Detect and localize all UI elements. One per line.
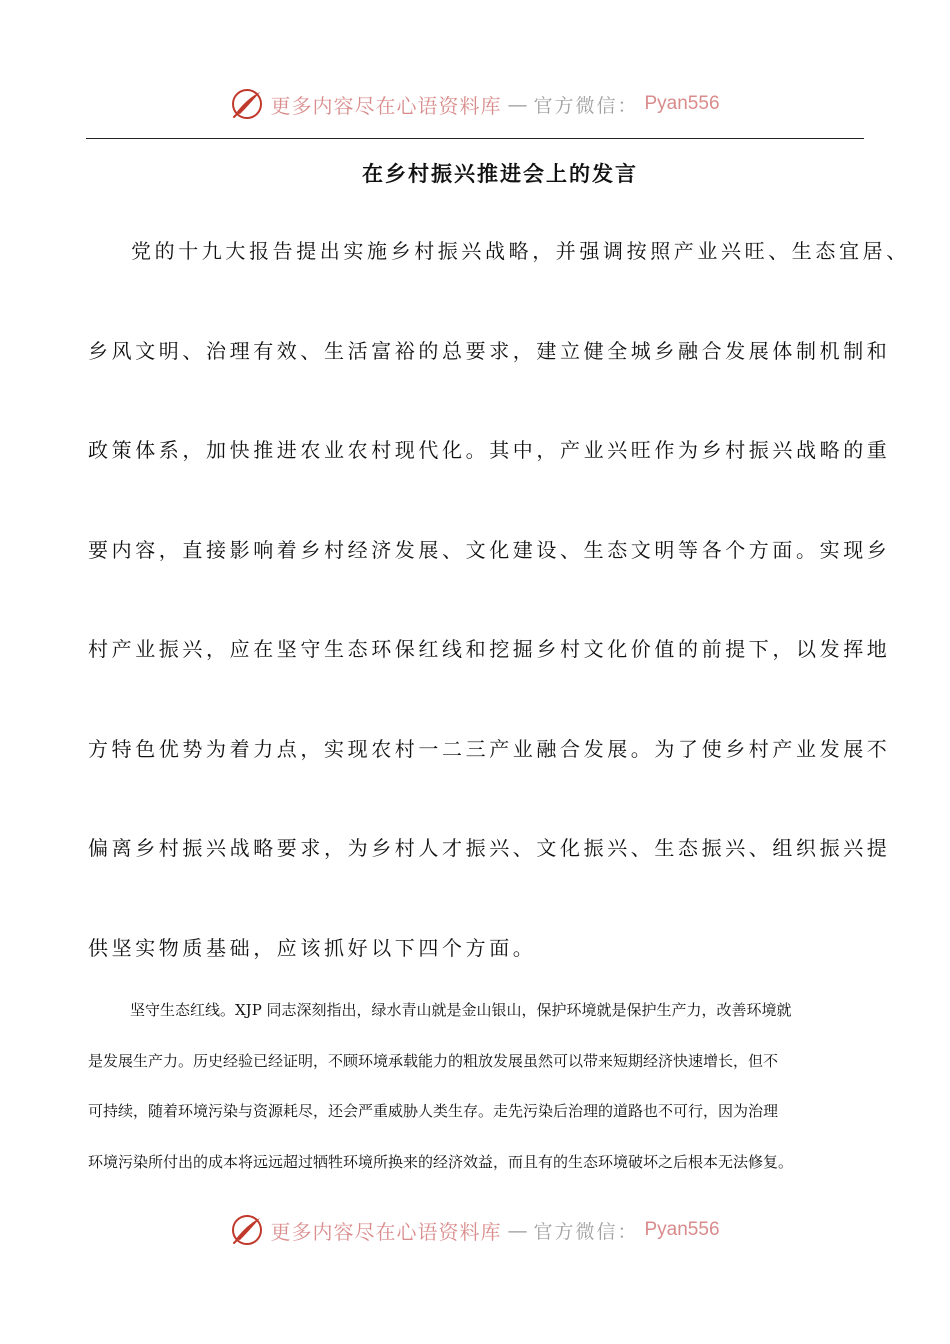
intro-line: 要内容，直接影响着乡村经济发展、文化建设、生态文明等各个方面。实现乡 bbox=[88, 537, 891, 562]
banner-main-text: 更多内容尽在心语资料库 bbox=[270, 93, 502, 118]
intro-line: 村产业振兴，应在坚守生态环保红线和挖掘乡村文化价值的前提下，以发挥地 bbox=[88, 637, 891, 661]
header-banner bbox=[0, 84, 950, 124]
intro-line: 偏离乡村振兴战略要求，为乡村人才振兴、文化振兴、生态振兴、组织振兴提 bbox=[88, 836, 891, 860]
document-title: 在乡村振兴推进会上的发言 bbox=[362, 162, 638, 186]
section-line: 可持续，随着环境污染与资源耗尽，还会严重威胁人类生存。走先污染后治理的道路也不可行，因为治理 bbox=[88, 1102, 779, 1120]
quill-logo-icon bbox=[230, 87, 264, 121]
section-paragraph bbox=[88, 995, 864, 1197]
section-line: 坚守生态红线。XJP 同志深刻指出，绿水青山就是金山银山，保护环境就是保护生产力，改善环境就 bbox=[130, 1001, 792, 1019]
intro-line: 方特色优势为着力点，实现农村一二三产业融合发展。为了使乡村产业发展不 bbox=[88, 736, 891, 761]
intro-line: 政策体系，加快推进农业农村现代化。其中，产业兴旺作为乡村振兴战略的重 bbox=[88, 438, 891, 462]
banner-dash: — bbox=[507, 92, 528, 116]
intro-line: 供坚实物质基础，应该抓好以下四个方面。 bbox=[88, 935, 537, 960]
intro-line: 党的十九大报告提出实施乡村振兴战略，并强调按照产业兴旺、生态宜居、 bbox=[131, 239, 910, 263]
intro-line: 乡风文明、治理有效、生活富裕的总要求，建立健全城乡融合发展体制机制和 bbox=[88, 338, 891, 363]
banner-wechat-id: Pyan556 bbox=[644, 93, 720, 114]
banner-wechat-id: Pyan556 bbox=[644, 1219, 720, 1240]
section-line: 是发展生产力。历史经验已经证明，不顾环境承载能力的粗放发展虽然可以带来短期经济快速增长，但不 bbox=[88, 1051, 779, 1070]
quill-logo-icon bbox=[230, 1213, 264, 1247]
intro-paragraph bbox=[88, 231, 910, 1027]
section-line: 环境污染所付出的成本将远远超过牺牲环境所换来的经济效益，而且有的生态环境破坏之后根本无法修复。 bbox=[88, 1152, 794, 1171]
header-divider bbox=[86, 138, 864, 139]
banner-main-text: 更多内容尽在心语资料库 bbox=[270, 1219, 502, 1244]
banner-dash: — bbox=[507, 1218, 528, 1242]
footer-banner bbox=[0, 1210, 950, 1250]
banner-sub-text: 官方微信： bbox=[533, 94, 639, 117]
banner-sub-text: 官方微信： bbox=[533, 1220, 639, 1243]
